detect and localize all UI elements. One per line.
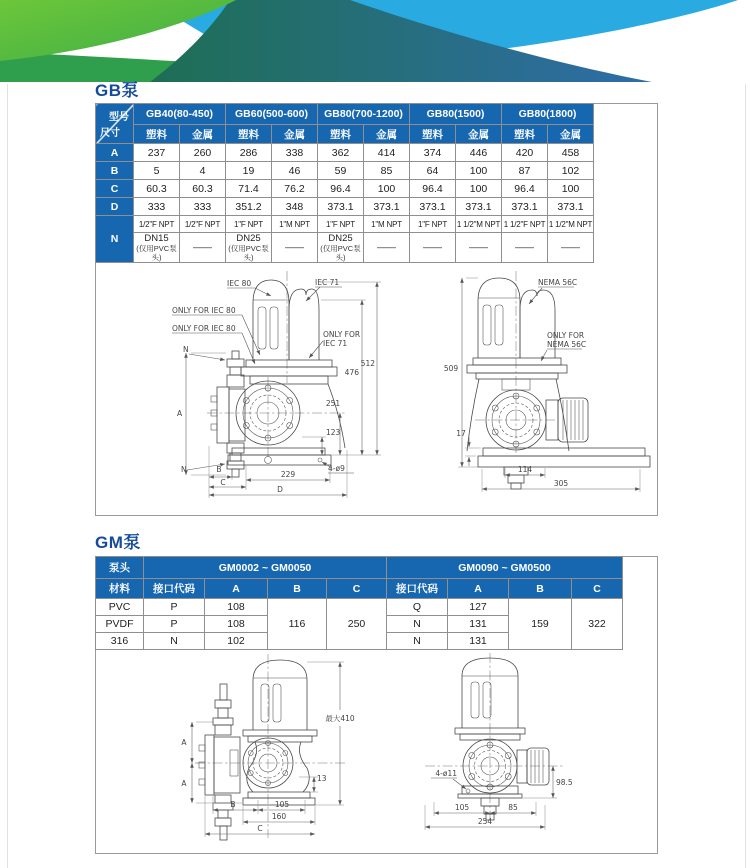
gm-drawings [95, 650, 657, 853]
gb-dn-cell: —— [272, 233, 318, 263]
gb-npt-cell: 1"M NPT [272, 216, 318, 233]
only-iec80-label-2: ONLY FOR IEC 80 [172, 324, 236, 333]
gb-material-header: 金属 [180, 125, 226, 144]
gb-cell: 71.4 [226, 180, 272, 198]
gb-row-label: A [96, 144, 134, 162]
gb-cell: 100 [548, 180, 594, 198]
dim-305-label: 305 [553, 479, 569, 488]
motor-iec80-outline [253, 280, 289, 360]
gb-cell: 373.1 [548, 198, 594, 216]
gm-cell: Q [387, 599, 448, 616]
gm-cell: P [144, 599, 205, 616]
gb-cell: 351.2 [226, 198, 272, 216]
dim-a1-label: A [181, 738, 187, 747]
gb-row-label: C [96, 180, 134, 198]
gb-dn-cell: —— [410, 233, 456, 263]
gb-npt-cell: 1/2"F NPT [180, 216, 226, 233]
gb-front-view [172, 271, 381, 498]
gb-cell: 64 [410, 162, 456, 180]
motor-outline [253, 660, 307, 730]
gm-material-cell: PVC [96, 599, 144, 616]
gb-material-header: 塑料 [134, 125, 180, 144]
gm-material-cell: 316 [96, 633, 144, 650]
gb-corner-model-label: 型号 [109, 112, 129, 123]
dim-985-label: 98.5 [556, 778, 573, 787]
gm-sub-header: 接口代码 [387, 579, 448, 599]
dim-a-label: A [177, 409, 183, 418]
gb-cell: 373.1 [456, 198, 502, 216]
gm-material-cell: PVDF [96, 616, 144, 633]
gb-dn-cell: —— [180, 233, 226, 263]
gm-group-header: GM0002 ~ GM0050 [144, 557, 387, 579]
gb-material-header: 塑料 [318, 125, 364, 144]
valve-top [227, 351, 244, 387]
gm-corner-bottom: 材料 [96, 579, 144, 599]
only-iec80-label-1: ONLY FOR IEC 80 [172, 306, 236, 315]
gb-npt-cell: 1 1/2"M NPT [548, 216, 594, 233]
gb-npt-cell: 1"F NPT [226, 216, 272, 233]
gb-model-header: GB80(700-1200) [318, 104, 410, 125]
gb-cell: 96.4 [318, 180, 364, 198]
gm-cell: P [144, 616, 205, 633]
gb-cell: 333 [134, 198, 180, 216]
gm-cell: 131 [448, 616, 509, 633]
header-banner-graphic [0, 0, 750, 82]
gb-drawings [95, 265, 657, 514]
dim-c-label: C [257, 824, 263, 833]
gb-cell: 100 [364, 180, 410, 198]
dim-123-label: 123 [326, 428, 341, 437]
gm-cell: N [387, 633, 448, 650]
iec71-label: IEC 71 [315, 278, 340, 287]
motor-iec71-outline [289, 289, 319, 360]
gb-cell: 100 [456, 162, 502, 180]
dim-251-label: 251 [325, 399, 341, 408]
gm-front-view [181, 654, 354, 840]
gb-side-view [444, 271, 650, 492]
gb-npt-cell: 1 1/2"F NPT [502, 216, 548, 233]
gb-material-header: 金属 [456, 125, 502, 144]
dim-d-label: D [277, 485, 283, 494]
gm-sub-header: B [509, 579, 572, 599]
gb-npt-cell: 1"F NPT [318, 216, 364, 233]
dim-13-label: 13 [317, 774, 327, 783]
gb-npt-cell: 1"F NPT [410, 216, 456, 233]
gm-sub-header: A [448, 579, 509, 599]
gb-model-header: GB60(500-600) [226, 104, 318, 125]
dim-254-label: 254 [477, 817, 493, 826]
dim-17-label: 17 [456, 429, 466, 438]
gb-row-label-n: N [96, 216, 134, 263]
dim-160-label: 160 [271, 812, 287, 821]
only-iec71-label-2: IEC 71 [323, 339, 348, 348]
motor-outline [478, 278, 520, 358]
gb-cell: 374 [410, 144, 456, 162]
gb-material-header: 金属 [548, 125, 594, 144]
gb-cell: 4 [180, 162, 226, 180]
gb-dn-cell: —— [456, 233, 502, 263]
gb-cell: 100 [456, 180, 502, 198]
gb-cell: 362 [318, 144, 364, 162]
dim-b-label: B [216, 465, 222, 474]
gb-corner-cell [96, 104, 134, 144]
gb-cell: 260 [180, 144, 226, 162]
gb-cell: 76.2 [272, 180, 318, 198]
gb-cell: 96.4 [502, 180, 548, 198]
gb-cell: 60.3 [134, 180, 180, 198]
base-plate [478, 448, 650, 467]
gb-cell: 19 [226, 162, 272, 180]
gb-dn-cell: —— [364, 233, 410, 263]
pump-head [199, 735, 240, 795]
gb-cell: 373.1 [364, 198, 410, 216]
gm-cell-merged: 250 [327, 599, 387, 650]
dim-114-label: 114 [517, 465, 533, 474]
gm-sub-header: A [205, 579, 268, 599]
n-bottom-label: N [181, 465, 187, 474]
dim-85-label: 85 [508, 803, 518, 812]
holes-4d9-label: 4-ø9 [328, 464, 345, 473]
gb-cell: 102 [548, 162, 594, 180]
dim-105-label: 105 [274, 800, 290, 809]
gb-section-title: GB泵 [95, 81, 139, 100]
gm-group-header: GM0090 ~ GM0500 [387, 557, 623, 579]
gm-cell: 127 [448, 599, 509, 616]
gb-cell: 5 [134, 162, 180, 180]
dim-a2-label: A [181, 779, 187, 788]
gb-model-header: GB80(1800) [502, 104, 594, 125]
gb-material-header: 金属 [364, 125, 410, 144]
gb-cell: 59 [318, 162, 364, 180]
gb-cell: 338 [272, 144, 318, 162]
gb-dn-cell: DN25 (仅用PVC泵头) [226, 233, 272, 263]
dim-512-label: 512 [360, 359, 375, 368]
gm-cell-merged: 322 [572, 599, 623, 650]
dim-476-label: 476 [344, 368, 359, 377]
gb-cell: 458 [548, 144, 594, 162]
gb-npt-cell: 1 1/2"M NPT [456, 216, 502, 233]
gb-cell: 286 [226, 144, 272, 162]
gm-sub-header: 接口代码 [144, 579, 205, 599]
gm-cell: N [144, 633, 205, 650]
gb-cell: 348 [272, 198, 318, 216]
dim-509-label: 509 [443, 364, 459, 373]
gb-cell: 446 [456, 144, 502, 162]
dim-c-label: C [220, 478, 226, 487]
gb-material-header: 塑料 [410, 125, 456, 144]
gb-material-header: 塑料 [226, 125, 272, 144]
gm-cell-merged: 159 [509, 599, 572, 650]
gb-row-label: B [96, 162, 134, 180]
gm-cell: 102 [205, 633, 268, 650]
gb-dn-cell: DN15 (仅用PVC泵头) [134, 233, 180, 263]
gb-corner-size-label: 尺寸 [100, 128, 120, 139]
only-nema-label-1: ONLY FOR [547, 331, 585, 340]
gb-material-header: 金属 [272, 125, 318, 144]
gb-cell: 373.1 [318, 198, 364, 216]
gb-cell: 373.1 [502, 198, 548, 216]
gm-cell-merged: 116 [268, 599, 327, 650]
motor-flange [243, 730, 317, 792]
gm-side-view [425, 653, 573, 830]
gm-sub-header: C [327, 579, 387, 599]
gm-sub-header: C [572, 579, 623, 599]
iec80-label: IEC 80 [227, 279, 252, 288]
gb-cell: 414 [364, 144, 410, 162]
gb-dn-cell: —— [548, 233, 594, 263]
gb-model-header: GB80(1500) [410, 104, 502, 125]
gb-row-label: D [96, 198, 134, 216]
gm-cell: 108 [205, 616, 268, 633]
gm-cell: 108 [205, 599, 268, 616]
gm-corner-top: 泵头 [96, 557, 144, 579]
gb-model-header: GB40(80-450) [134, 104, 226, 125]
only-nema-label-2: NEMA 56C [547, 340, 587, 349]
gm-cell: 131 [448, 633, 509, 650]
gb-cell: 333 [180, 198, 226, 216]
labels-and-dimensions [444, 278, 640, 492]
gb-spec-table [95, 103, 594, 263]
dim-b-label: B [230, 800, 236, 809]
gb-cell: 420 [502, 144, 548, 162]
nema56c-label: NEMA 56C [538, 278, 578, 287]
gb-dn-cell: —— [502, 233, 548, 263]
gm-sub-header: B [268, 579, 327, 599]
n-top-label: N [183, 345, 189, 354]
gb-cell: 60.3 [180, 180, 226, 198]
gb-cell: 237 [134, 144, 180, 162]
dim-229-label: 229 [280, 470, 296, 479]
gb-cell: 85 [364, 162, 410, 180]
base-plate [228, 448, 331, 465]
gm-section-title: GM泵 [95, 533, 141, 552]
gb-cell: 96.4 [410, 180, 456, 198]
gm-cell: N [387, 616, 448, 633]
valve-top [213, 684, 233, 735]
holes-4d11-label: 4-ø11 [435, 769, 457, 778]
motor-flange [467, 358, 569, 451]
gb-cell: 46 [272, 162, 318, 180]
only-iec71-label-1: ONLY FOR [323, 330, 361, 339]
gm-spec-table [95, 556, 623, 650]
dim-max410-label: 最大410 [325, 714, 355, 723]
adjustment-knob [517, 748, 549, 785]
gb-npt-cell: 1/2"F NPT [134, 216, 180, 233]
gb-material-header: 塑料 [502, 125, 548, 144]
pump-head [211, 387, 245, 443]
gb-cell: 373.1 [410, 198, 456, 216]
gb-cell: 87 [502, 162, 548, 180]
gb-npt-cell: 1"M NPT [364, 216, 410, 233]
gb-dn-cell: DN25 (仅用PVC泵头) [318, 233, 364, 263]
dim-105-label: 105 [454, 803, 470, 812]
